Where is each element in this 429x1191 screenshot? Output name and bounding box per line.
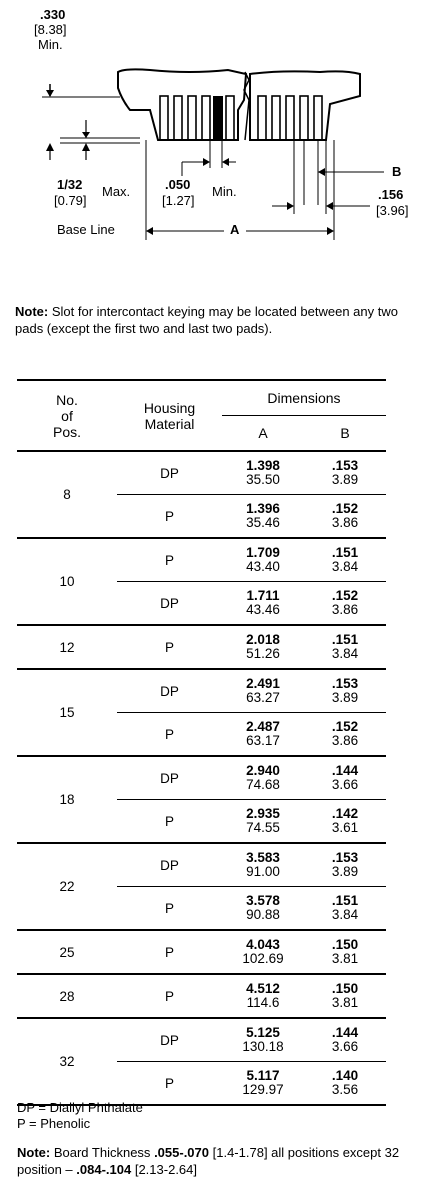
dimension-b-mm: 3.56 xyxy=(331,1082,359,1097)
note2-range2: .084-.104 xyxy=(76,1162,132,1177)
keying-note xyxy=(15,303,415,337)
note-prefix: Note: xyxy=(15,304,49,319)
cell-dimension-a xyxy=(222,713,304,757)
cell-dimension-b xyxy=(304,800,386,844)
material-legend xyxy=(17,1100,143,1132)
dimension-b-inches: .144 xyxy=(331,763,359,778)
pad xyxy=(188,96,196,140)
cell-positions: 8 xyxy=(17,451,117,538)
pad xyxy=(160,96,168,140)
cell-positions: 22 xyxy=(17,843,117,930)
legend-dp: DP = Diallyl Phthalate xyxy=(17,1100,143,1115)
cell-material: P xyxy=(117,1062,222,1106)
dimension-a-inches: 2.940 xyxy=(246,763,280,778)
dimension-a-inches: 5.125 xyxy=(246,1025,280,1040)
dimension-b-mm: 3.84 xyxy=(331,646,359,661)
note2-range1: .055-.070 xyxy=(154,1145,209,1160)
cell-material: P xyxy=(117,538,222,582)
cell-material: P xyxy=(117,930,222,974)
dimension-a-mm: 74.55 xyxy=(246,820,280,835)
dimension-a-inches: 2.491 xyxy=(246,676,280,691)
cell-dimension-b xyxy=(304,625,386,669)
table-row xyxy=(17,756,386,800)
dimension-b-mm: 3.86 xyxy=(331,602,359,617)
table-row xyxy=(17,974,386,1018)
cell-dimension-a xyxy=(222,1062,304,1106)
pad xyxy=(286,96,294,140)
dimension-b-mm: 3.84 xyxy=(331,907,359,922)
dimension-a-inches: 2.018 xyxy=(246,632,280,647)
dim-330-min: Min. xyxy=(38,37,63,52)
dimension-a-mm: 102.69 xyxy=(242,951,284,966)
dim-050-label: .050 xyxy=(165,177,191,192)
cell-positions: 28 xyxy=(17,974,117,1018)
cell-material: DP xyxy=(117,451,222,495)
table-row xyxy=(17,451,386,495)
dim-b-label: B xyxy=(392,164,402,179)
dimension-a-inches: 1.396 xyxy=(246,501,280,516)
dimension-b-inches: .151 xyxy=(331,893,359,908)
cell-dimension-b xyxy=(304,451,386,495)
note2-mm2: [2.13-2.64] xyxy=(134,1162,197,1177)
cell-dimension-a xyxy=(222,756,304,800)
cell-dimension-a xyxy=(222,451,304,495)
dimension-b-inches: .150 xyxy=(331,937,359,952)
cell-material: P xyxy=(117,800,222,844)
pad xyxy=(226,96,234,140)
dimension-b-mm: 3.81 xyxy=(331,951,359,966)
dimension-b-inches: .152 xyxy=(331,501,359,516)
dimension-a-inches: 2.935 xyxy=(246,806,280,821)
cell-positions: 15 xyxy=(17,669,117,756)
table-row xyxy=(17,843,386,887)
col-header-b: B xyxy=(304,416,386,452)
dimension-a-mm: 43.46 xyxy=(246,602,280,617)
dimension-b-inches: .144 xyxy=(331,1025,359,1040)
cell-dimension-b xyxy=(304,756,386,800)
dimension-b-mm: 3.89 xyxy=(331,864,359,879)
dimension-a-inches: 1.398 xyxy=(246,458,280,473)
cell-material: P xyxy=(117,713,222,757)
cell-material: DP xyxy=(117,669,222,713)
pad xyxy=(202,96,210,140)
dim-050-min: Min. xyxy=(212,184,237,199)
cell-dimension-b xyxy=(304,1062,386,1106)
dimension-b-inches: .142 xyxy=(331,806,359,821)
cell-material: DP xyxy=(117,756,222,800)
cell-dimension-a xyxy=(222,843,304,887)
note2-mm1: [1.4-1.78] all positions except 32 position – xyxy=(17,1145,400,1177)
table-row xyxy=(17,538,386,582)
dim-132-mm: [0.79] xyxy=(54,193,87,208)
cell-positions: 32 xyxy=(17,1018,117,1105)
cell-material: DP xyxy=(117,1018,222,1062)
dimension-a-mm: 43.40 xyxy=(246,559,280,574)
col-header-housing-material: Housing Material xyxy=(117,380,222,451)
pad xyxy=(300,96,308,140)
cell-dimension-b xyxy=(304,495,386,539)
cell-dimension-a xyxy=(222,974,304,1018)
dimension-b-mm: 3.86 xyxy=(331,733,359,748)
dimension-b-mm: 3.66 xyxy=(331,1039,359,1054)
pad xyxy=(314,96,322,140)
cell-positions: 12 xyxy=(17,625,117,669)
cell-dimension-a xyxy=(222,669,304,713)
dimension-b-inches: .140 xyxy=(331,1068,359,1083)
cell-dimension-b xyxy=(304,843,386,887)
dimension-a-mm: 63.27 xyxy=(246,690,280,705)
dimension-a-mm: 63.17 xyxy=(246,733,280,748)
cell-dimension-a xyxy=(222,582,304,626)
table-row xyxy=(17,1018,386,1062)
dimension-a-inches: 3.583 xyxy=(246,850,280,865)
note2-prefix: Note: xyxy=(17,1145,51,1160)
dimension-b-inches: .151 xyxy=(331,545,359,560)
dimension-b-mm: 3.61 xyxy=(331,820,359,835)
table-row xyxy=(17,669,386,713)
dimension-a-mm: 35.46 xyxy=(246,515,280,530)
cell-dimension-b xyxy=(304,887,386,931)
dim-330-mm: [8.38] xyxy=(34,22,67,37)
dimension-b-inches: .151 xyxy=(331,632,359,647)
cell-positions: 10 xyxy=(17,538,117,625)
cell-material: DP xyxy=(117,582,222,626)
note2-text: Board Thickness xyxy=(53,1145,151,1160)
note-text: Slot for intercontact keying may be located between any two pads (except the first two and last two pads). xyxy=(15,304,398,336)
dimension-a-inches: 2.487 xyxy=(246,719,280,734)
dim-132-max: Max. xyxy=(102,184,131,199)
dimension-a-mm: 74.68 xyxy=(246,777,280,792)
dim-050-mm: [1.27] xyxy=(162,193,195,208)
key-slot xyxy=(213,96,223,140)
cell-material: P xyxy=(117,625,222,669)
dimension-a-mm: 114.6 xyxy=(246,995,280,1010)
dimension-a-inches: 3.578 xyxy=(246,893,280,908)
base-line-label: Base Line xyxy=(57,222,115,237)
board-thickness-note xyxy=(17,1144,422,1178)
dimension-b-inches: .153 xyxy=(331,850,359,865)
cell-dimension-b xyxy=(304,930,386,974)
dimension-a-inches: 1.709 xyxy=(246,545,280,560)
connector-outline-drawing xyxy=(0,0,429,290)
cell-material: P xyxy=(117,974,222,1018)
dim-132-label: 1/32 xyxy=(57,177,83,192)
dimension-b-mm: 3.66 xyxy=(331,777,359,792)
dimension-b-inches: .153 xyxy=(331,676,359,691)
dim-330-label: .330 xyxy=(40,7,66,22)
pad xyxy=(272,96,280,140)
cell-dimension-b xyxy=(304,1018,386,1062)
cell-positions: 18 xyxy=(17,756,117,843)
dimension-a-mm: 130.18 xyxy=(242,1039,284,1054)
dimension-b-mm: 3.81 xyxy=(331,995,359,1010)
dimensions-table xyxy=(17,379,386,1106)
cell-dimension-a xyxy=(222,887,304,931)
pad xyxy=(258,96,266,140)
col-header-a: A xyxy=(222,416,304,452)
dimension-a-inches: 1.711 xyxy=(246,588,280,603)
dimension-a-mm: 35.50 xyxy=(246,472,280,487)
dim-156-mm: [3.96] xyxy=(376,203,409,218)
cell-material: DP xyxy=(117,843,222,887)
cell-dimension-b xyxy=(304,974,386,1018)
dimension-a-inches: 5.117 xyxy=(246,1068,280,1083)
cell-dimension-a xyxy=(222,495,304,539)
legend-p: P = Phenolic xyxy=(17,1116,91,1131)
dimension-a-mm: 91.00 xyxy=(246,864,280,879)
col-header-positions: No. of Pos. xyxy=(17,380,117,451)
dimension-b-inches: .150 xyxy=(331,981,359,996)
cell-dimension-b xyxy=(304,713,386,757)
dim-a-label: A xyxy=(230,222,240,237)
cell-dimension-a xyxy=(222,1018,304,1062)
dimension-a-inches: 4.512 xyxy=(246,981,280,996)
dimension-b-inches: .152 xyxy=(331,588,359,603)
cell-dimension-a xyxy=(222,625,304,669)
cell-dimension-a xyxy=(222,538,304,582)
cell-material: P xyxy=(117,887,222,931)
cell-dimension-a xyxy=(222,930,304,974)
cell-dimension-b xyxy=(304,669,386,713)
cell-material: P xyxy=(117,495,222,539)
table-row xyxy=(17,930,386,974)
dimension-b-mm: 3.89 xyxy=(331,472,359,487)
cell-positions: 25 xyxy=(17,930,117,974)
dimension-b-inches: .153 xyxy=(331,458,359,473)
table-row xyxy=(17,625,386,669)
cell-dimension-a xyxy=(222,800,304,844)
dimension-b-mm: 3.84 xyxy=(331,559,359,574)
col-header-dimensions: Dimensions xyxy=(222,380,386,416)
dimension-a-inches: 4.043 xyxy=(246,937,280,952)
pad xyxy=(174,96,182,140)
cell-dimension-b xyxy=(304,538,386,582)
dim-156-label: .156 xyxy=(378,187,404,202)
dimension-a-mm: 129.97 xyxy=(242,1082,284,1097)
dimension-a-mm: 90.88 xyxy=(246,907,280,922)
dimension-a-mm: 51.26 xyxy=(246,646,280,661)
dimension-b-inches: .152 xyxy=(331,719,359,734)
dimension-b-mm: 3.86 xyxy=(331,515,359,530)
cell-dimension-b xyxy=(304,582,386,626)
dimension-b-mm: 3.89 xyxy=(331,690,359,705)
